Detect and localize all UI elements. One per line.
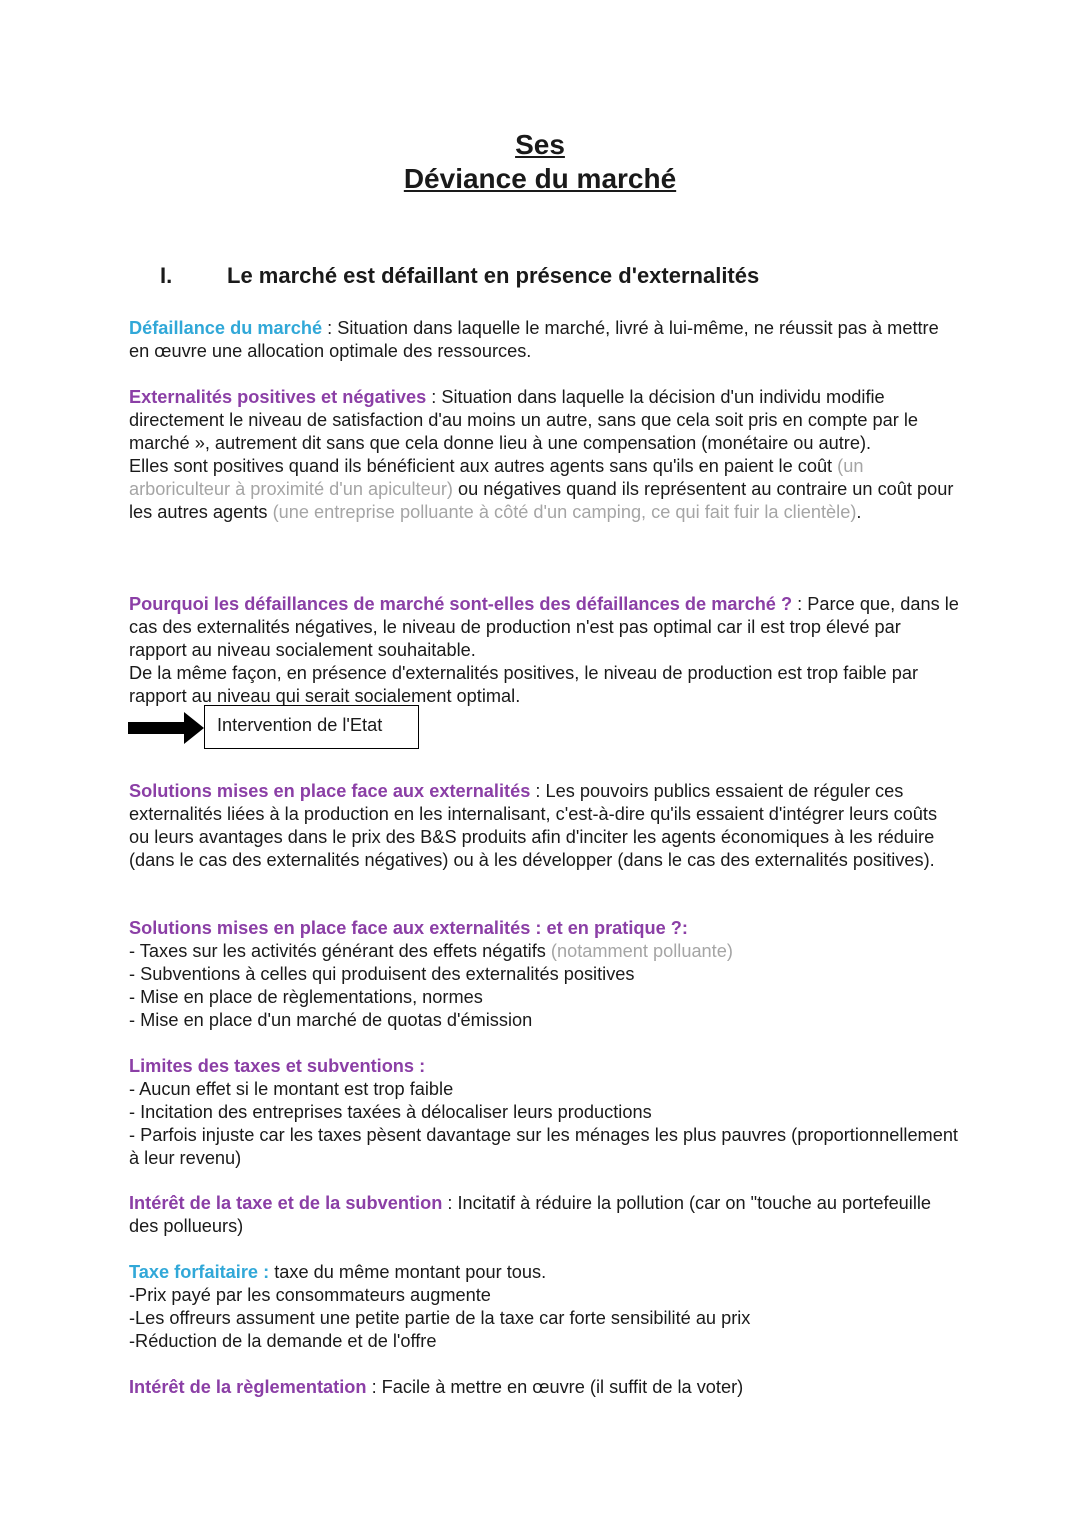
- definition-text: : Situation dans laquelle la décision d'un individu modifie directement le niveau de satisfaction d'au moins un autre, sans que cela soit pris en compte par le marché », autrement dit sans que cela donne lieu à une compensation (monétaire ou autre).: [129, 387, 919, 453]
- definition-solutions: [129, 780, 959, 872]
- list-item: - Taxes sur les activités générant des effets négatifs: [129, 941, 551, 961]
- list-item-note: (notamment polluante): [550, 941, 733, 961]
- list-item: - Parfois injuste car les taxes pèsent davantage sur les ménages les plus pauvres (proportionnellement à leur revenu): [129, 1125, 958, 1168]
- term-defaillance: Défaillance du marché: [129, 318, 323, 338]
- term-limites: Limites des taxes et subventions :: [129, 1056, 426, 1076]
- term-pratique: Solutions mises en place face aux externalités : et en pratique ?:: [129, 918, 688, 938]
- list-item: - Aucun effet si le montant est trop faible: [129, 1079, 454, 1099]
- paragraph-text: .: [856, 502, 862, 522]
- paragraph-text: Elles sont positives quand ils bénéficient aux autres agents sans qu'ils en paient le coût: [129, 456, 838, 476]
- definition-defaillance: [129, 317, 959, 363]
- arrow-head-icon: [184, 712, 204, 744]
- definition-reglementation: [129, 1376, 959, 1399]
- list-item: - Mise en place d'un marché de quotas d'émission: [129, 1010, 533, 1030]
- definition-forfaitaire: [129, 1261, 959, 1353]
- section-title: Le marché est défaillant en présence d'externalités: [227, 263, 760, 288]
- list-limites: [129, 1055, 959, 1170]
- paragraph-text: : Parce que, dans le cas des externalités négatives, le niveau de production n'est pas optimal car il est trop élevé par rapport au niveau socialement souhaitable.: [129, 594, 959, 660]
- list-item: -Prix payé par les consommateurs augmente: [129, 1285, 491, 1305]
- list-pratique: [129, 917, 959, 1032]
- example-arboriculteur: (un arboriculteur à proximité d'un apiculteur): [129, 456, 864, 499]
- definition-text: : Situation dans laquelle le marché, livré à lui-même, ne réussit pas à mettre en œuvre une allocation optimale des ressources.: [129, 318, 939, 361]
- section-heading: [160, 262, 759, 290]
- example-entreprise: (une entreprise polluante à côté d'un camping, ce qui fait fuir la clientèle): [272, 502, 857, 522]
- term-interet-taxe: Intérêt de la taxe et de la subvention: [129, 1193, 443, 1213]
- question-pourquoi: [129, 593, 959, 708]
- term-reglementation: Intérêt de la règlementation: [129, 1377, 367, 1397]
- term-pourquoi: Pourquoi les défaillances de marché sont-elles des défaillances de marché ?: [129, 594, 793, 614]
- list-item: - Subventions à celles qui produisent des externalités positives: [129, 964, 635, 984]
- term-externalites: Externalités positives et négatives: [129, 387, 427, 407]
- intervention-box: Intervention de l'Etat: [204, 705, 419, 749]
- document-title: Ses: [515, 129, 565, 160]
- intervention-callout: [128, 705, 428, 753]
- paragraph-text: De la même façon, en présence d'externalités positives, le niveau de production est trop faible par rapport au niveau qui serait socialement optimal.: [129, 663, 919, 706]
- document-subtitle: Déviance du marché: [403, 163, 677, 194]
- section-number: I.: [160, 263, 173, 288]
- list-item: - Incitation des entreprises taxées à délocaliser leurs productions: [129, 1102, 652, 1122]
- list-item: -Réduction de la demande et de l'offre: [129, 1331, 437, 1351]
- list-item: - Mise en place de règlementations, normes: [129, 987, 483, 1007]
- arrow-right-icon: [128, 722, 186, 734]
- definition-externalites: [129, 386, 959, 524]
- paragraph-text: ou négatives quand ils représentent au contraire un coût pour les autres agents: [129, 479, 954, 522]
- term-forfaitaire: Taxe forfaitaire :: [129, 1262, 270, 1282]
- paragraph-text: : Incitatif à réduire la pollution (car on "touche au portefeuille des pollueurs): [129, 1193, 932, 1236]
- list-item: -Les offreurs assument une petite partie de la taxe car forte sensibilité au prix: [129, 1308, 751, 1328]
- paragraph-text: : Facile à mettre en œuvre (il suffit de la voter): [366, 1377, 744, 1397]
- term-solutions: Solutions mises en place face aux externalités: [129, 781, 531, 801]
- definition-interet-taxe: [129, 1192, 959, 1238]
- paragraph-text: taxe du même montant pour tous.: [269, 1262, 547, 1282]
- paragraph-text: : Les pouvoirs publics essaient de réguler ces externalités liées à la production en les internalisant, c'est-à-dire qu'ils essaient d'intégrer leurs coûts ou leurs avantages dans le prix des B&S produits afin d'inciter les agents économiques à les réduire (dans le cas des externalités négatives) ou à les développer (dans le cas des externalités positives).: [129, 781, 938, 870]
